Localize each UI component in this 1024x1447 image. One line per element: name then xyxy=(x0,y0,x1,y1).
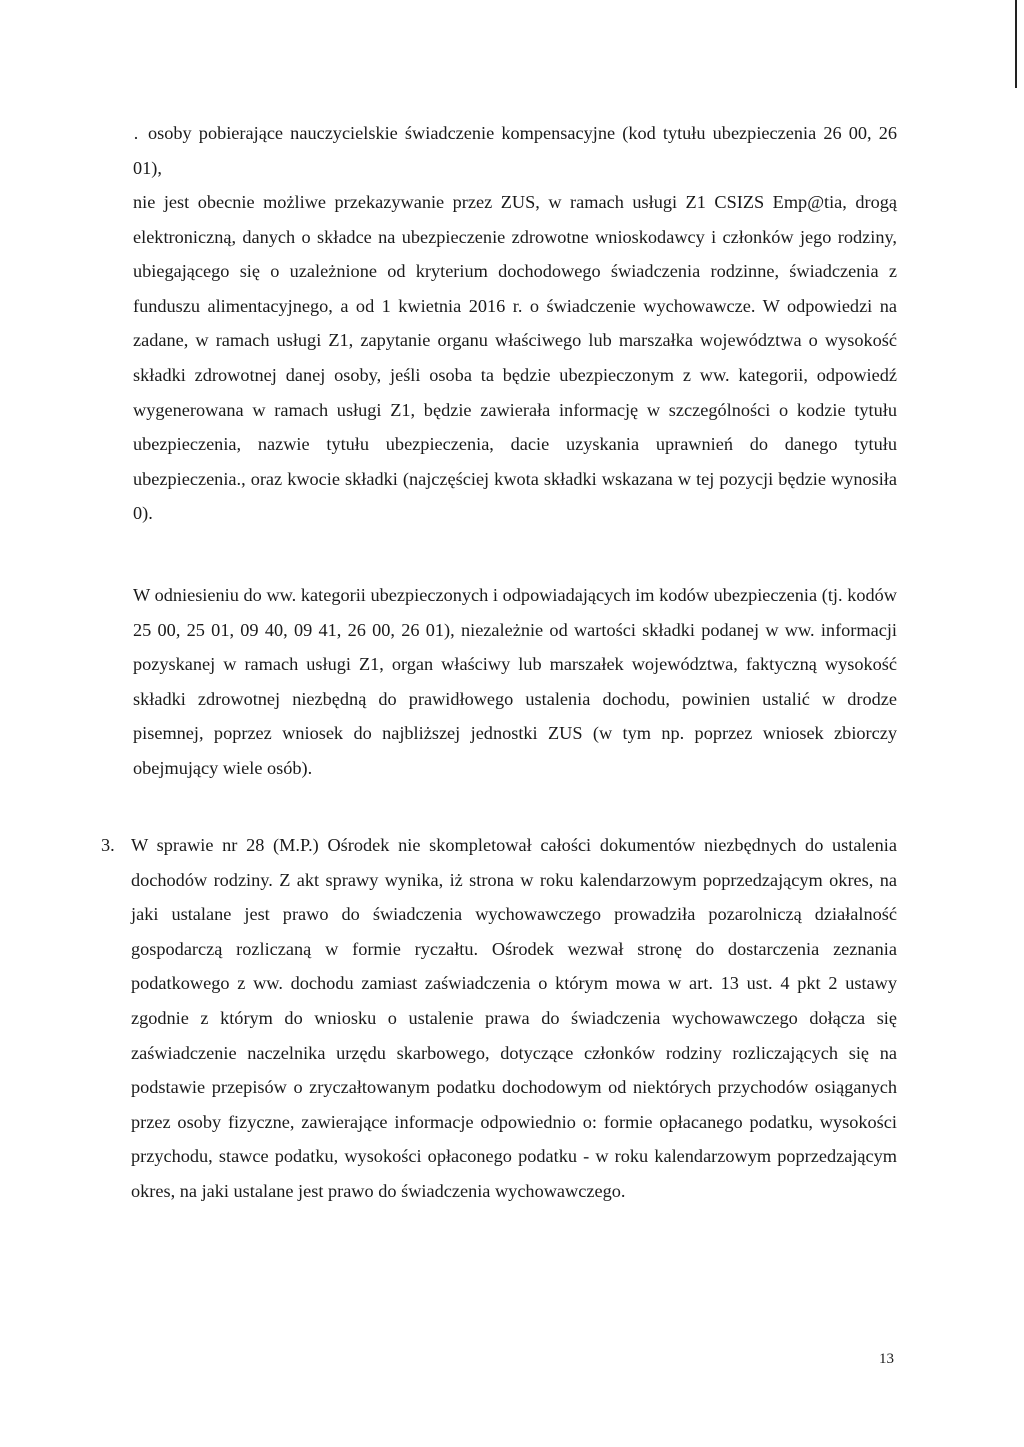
list-item-number: 3. xyxy=(101,835,115,855)
scan-edge-mark xyxy=(1015,0,1017,88)
reference-paragraph: W odniesieniu do ww. kategorii ubezpieczonych i odpowiadających im kodów ubezpieczenia (tj. kodów 25 00, 25 01, 09 40, 09 41, 26 00, 26 01), niezależnie od wartości składki podanej w ww. informacji pozyskanej w ramach usługi Z1, organ właściwy lub marszałek województwa, faktyczną wysokość składki zdrowotnej niezbędną do prawidłowego ustalenia dochodu, powinien ustalić w drodze pisemnej, poprzez wniosek do najbliższej jednostki ZUS (w tym np. poprzez wniosek zbiorczy obejmujący wiele osób). xyxy=(133,585,897,778)
page-number: 13 xyxy=(879,1351,894,1367)
bullet-paragraph xyxy=(133,116,897,185)
list-item-text: W sprawie nr 28 (M.P.) Ośrodek nie skompletował całości dokumentów niezbędnych do ustalenia dochodów rodziny. Z akt sprawy wynika, iż strona w roku kalendarzowym poprzedzającym okres, na jaki ustalane jest prawo do świadczenia wychowawczego prowadziła pozarolniczą działalność gospodarczą rozliczaną w formie ryczałtu. Ośrodek wezwał stronę do dostarczenia zeznania podatkowego z ww. dochodu zamiast zaświadczenia o którym mowa w art. 13 ust. 4 pkt 2 ustawy zgodnie z którym do wniosku o ustalenie prawa do świadczenia wychowawczego dołącza się zaświadczenie naczelnika urzędu skarbowego, dotyczące członków rodziny rozliczających się na podstawie przepisów o zryczałtowanym podatku dochodowym od niektórych przychodów osiąganych przez osoby fizyczne, zawierające informacje odpowiednio o: formie opłacanego podatku, wysokości przychodu, stawce podatku, wysokości opłaconego podatku - w roku kalendarzowym poprzedzającym okres, na jaki ustalane jest prawo do świadczenia wychowawczego. xyxy=(131,835,897,1201)
main-paragraph: nie jest obecnie możliwe przekazywanie przez ZUS, w ramach usługi Z1 CSIZS Emp@tia, drogą elektroniczną, danych o składce na ubezpieczenie zdrowotne wnioskodawcy i członków jego rodziny, ubiegającego się o uzależnione od kryterium dochodowego świadczenia rodzinne, świadczenia z funduszu alimentacyjnego, a od 1 kwietnia 2016 r. o świadczenie wychowawcze. W odpowiedzi na zadane, w ramach usługi Z1, zapytanie organu właściwego lub marszałka województwa o wysokość składki zdrowotnej danej osoby, jeśli osoba ta będzie ubezpieczonym z ww. kategorii, odpowiedź wygenerowana w ramach usługi Z1, będzie zawierała informację w szczególności o kodzie tytułu ubezpieczenia, nazwie tytułu ubezpieczenia, dacie uzyskania uprawnień do danego tytułu ubezpieczenia., oraz kwocie składki (najczęściej kwota składki wskazana w tej pozycji będzie wynosiła 0). xyxy=(133,192,897,524)
bullet-text: osoby pobierające nauczycielskie świadczenie kompensacyjne (kod tytułu ubezpieczenia 26 00, 26 01), xyxy=(133,123,897,178)
bullet-marker: · xyxy=(133,128,139,148)
